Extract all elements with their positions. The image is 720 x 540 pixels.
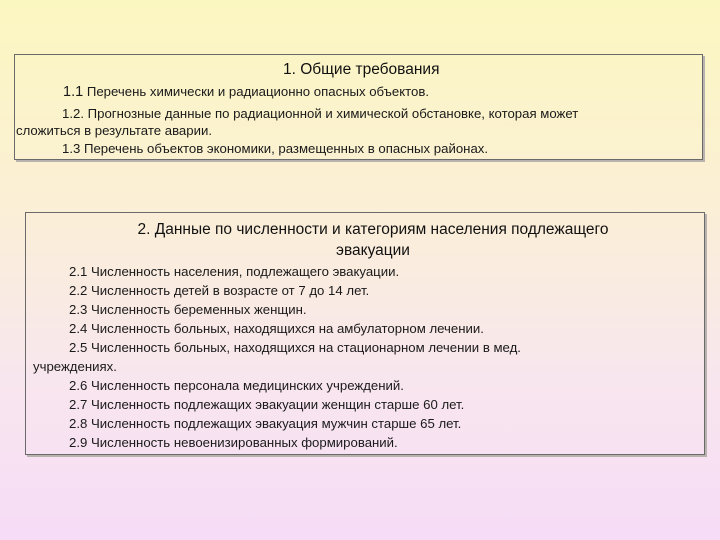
section2-item-1: 2.1 Численность населения, подлежащего эвакуации. xyxy=(69,264,400,279)
section2-title-line2: эвакуации xyxy=(336,242,410,259)
section1-title: 1. Общие требования xyxy=(283,61,440,78)
section2-item-2: 2.2 Численность детей в возрасте от 7 до 14 лет. xyxy=(69,283,370,298)
section2-item-8: 2.8 Численность подлежащих эвакуация мужчин старше 65 лет. xyxy=(69,416,462,431)
section2-item-5-line2: учреждениях. xyxy=(33,359,117,374)
section1-item-1 xyxy=(63,83,429,101)
section2-item-5-line1: 2.5 Численность больных, находящихся на стационарном лечении в мед. xyxy=(69,340,521,355)
section1-item-1-text: Перечень химически и радиационно опасных объектов. xyxy=(83,84,430,99)
section1-item-2-line2: сложиться в результате аварии. xyxy=(16,123,212,138)
section1-item-3: 1.3 Перечень объектов экономики, размещенных в опасных районах. xyxy=(62,141,489,156)
population-data-section xyxy=(25,212,705,455)
section2-item-4: 2.4 Численность больных, находящихся на амбулаторном лечении. xyxy=(69,321,484,336)
section2-title-line1: 2. Данные по численности и категориям населения подлежащего xyxy=(137,221,609,238)
general-requirements-section xyxy=(14,54,703,160)
section2-item-3: 2.3 Численность беременных женщин. xyxy=(69,302,307,317)
section2-item-6: 2.6 Численность персонала медицинских учреждений. xyxy=(69,378,404,393)
section1-item-2-line1: 1.2. Прогнозные данные по радиационной и химической обстановке, которая может xyxy=(62,106,579,121)
section2-title xyxy=(26,219,704,261)
section2-item-9: 2.9 Численность невоенизированных формирований. xyxy=(69,435,398,450)
section1-item-1-number: 1.1 xyxy=(63,84,84,100)
section2-item-7: 2.7 Численность подлежащих эвакуации женщин старше 60 лет. xyxy=(69,397,465,412)
